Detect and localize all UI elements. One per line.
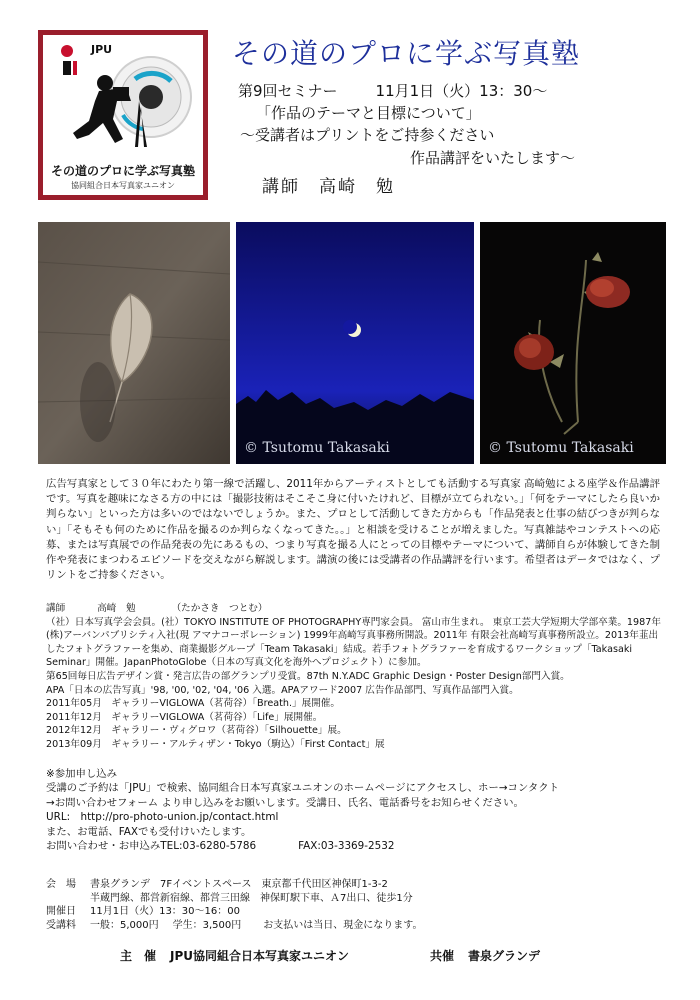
fee-row — [46, 919, 664, 933]
event-date: 11月1日（火）13：30～16：00 — [90, 906, 240, 918]
contact-fax: FAX:03-3369-2532 — [298, 840, 395, 853]
bio-line: 2011年12月 ギャラリーVIGLOWA（茗荷谷）「Life」展開催。 — [46, 711, 323, 723]
fee-label: 受講料 — [46, 919, 76, 931]
apply-line: 受講のご予約は「JPU」で検索、協同組合日本写真家ユニオンのホームページにアクセスし、ホー→コンタクト — [46, 782, 560, 795]
lecturer-name: 講師 高崎 勉 — [262, 177, 395, 197]
host-name: JPU協同組合日本写真家ユニオン — [170, 949, 350, 963]
venue-row — [46, 878, 664, 892]
seminar-number: 第9回セミナー — [238, 82, 338, 100]
bio-label: 講師 — [46, 603, 66, 614]
seminar-info — [238, 80, 547, 101]
fee-note: お支払いは当日、現金になります。 — [263, 919, 423, 931]
theme-line-2: ～受講者はプリントをご持参ください — [240, 126, 495, 144]
jpu-logo — [38, 30, 208, 200]
application-info — [46, 767, 664, 853]
date-label: 開催日 — [46, 906, 76, 918]
bio-reading: （たかさき つとむ） — [171, 603, 268, 614]
contact-tel: お問い合わせ・お申込みTEL:03-6280-5786 — [46, 840, 257, 853]
event-details — [46, 878, 664, 932]
apply-url[interactable]: URL: http://pro-photo-union.jp/contact.html — [46, 811, 279, 824]
photo-credit: © Tsutomu Takasaki — [488, 440, 634, 456]
theme-line-1: 「作品のテーマと目標について」 — [256, 104, 481, 122]
cohost — [430, 947, 540, 964]
bio-line: 2011年05月 ギャラリーVIGLOWA（茗荷谷）「Breath.」展開催。 — [46, 698, 340, 710]
seminar-date: 11月1日（火）13：30～ — [375, 82, 548, 100]
logo-title: その道のプロに学ぶ写真塾 — [50, 164, 195, 178]
fee-general: 一般：5,000円 — [90, 919, 159, 931]
bio-line: 2013年09月 ギャラリー・アルティザン・Tokyo（駒込）「First Contact」展 — [46, 738, 385, 750]
bio-line: 第65回毎日広告デザイン賞・発言広告の部グランプリ受賞。87th N.Y.ADC Graphic Design・Poster Design部門入賞。 — [46, 670, 570, 682]
cohost-label: 共催 — [430, 949, 455, 963]
bio-line: 2012年12月 ギャラリー・ヴィグロワ（茗荷谷）「Silhouette」展。 — [46, 725, 347, 737]
bio-line: （社）日本写真学会会員。(社）TOKYO INSTITUTE OF PHOTOGRAPHY専門家会員。 富山市生まれ。 東京工芸大学短期大学部卒業。1987年(株)アーバンパブリシティ入社(現 アマナコーポレーション) 1999年高崎写真事務所開設。2011年 有限会社高崎写真事務所設立。2013年韮出したフォトグラファーを集め、商業撮影グループ「Team Takasaki」結成。若手フォトグラファーを育成するワークショップ「Takasaki Seminar」開催。JapanPhotoGlobe（日本の写真文化を海外へプロジェクト）に参加。 — [46, 616, 661, 669]
host-label: 主 催 — [120, 949, 157, 963]
venue-place: 書泉グランデ 7Fイベントスペース 東京都千代田区神保町1-3-2 — [90, 879, 388, 890]
date-row — [46, 905, 664, 919]
intro-paragraph: 広告写真家として３０年にわたり第一線で活躍し、2011年からアーティストとしても活動する写真家 高崎勉による座学＆作品講評です。写真を趣味になさる方の中には「撮影技術はそこそこ身に付いたけれど、目標が立てられない。」「何をテーマにしたら良いか判らない」といった方は多いのではないでしょうか。また、プロとして活動してきた方からも「作品発表と仕事の結びつきが判らない」「そもそも何のために作品を撮るのか判らなくなってきた。。」と相談を受けることが増えました。写真雑誌やコンテストへの応募、または写真展での作品発表の先にあるもの、つまり写真を撮る人にとっての目標やテーマについて、講師自らが体験してきた制作や発表にまつわるエピソードを交えながら解説します。講演の後には受講者の作品講評を行います。希望者はデータではなく、プリントをご持参ください。 — [46, 478, 660, 582]
fee-student: 学生：3,500円 — [172, 919, 242, 931]
venue-access: 半蔵門線、都営新宿線、都営三田線 神保町駅下車、Ａ7出口、徒歩1分 — [90, 892, 413, 904]
host — [120, 947, 349, 964]
page-title: その道のプロに学ぶ写真塾 — [232, 37, 581, 70]
bio-name: 高崎 勉 — [97, 603, 136, 614]
photo-dried-leaf — [38, 222, 230, 464]
bio-line: APA「日本の広告写真」'98, '00, '02, '04, '06 入選。APAアワード2007 広告作品部門、写真作品部門入賞。 — [46, 684, 519, 696]
apply-line: また、お電話、FAXでも受付けいたします。 — [46, 825, 252, 838]
apply-line: →お問い合わせフォーム より申し込みをお願いします。受講日、氏名、電話番号をお知らせください。 — [46, 796, 524, 809]
cohost-name: 書泉グランデ — [468, 949, 541, 963]
photo-crescent-moon — [236, 222, 474, 464]
theme-line-3: 作品講評をいたします～ — [410, 149, 576, 167]
photo-wilted-roses — [480, 222, 666, 464]
photo-credit: © Tsutomu Takasaki — [244, 440, 390, 456]
bio-header — [46, 602, 664, 616]
apply-heading: ※参加申し込み — [46, 768, 118, 780]
contact-line — [46, 839, 664, 853]
logo-brand: JPU — [91, 43, 113, 56]
lecturer-bio — [46, 602, 664, 752]
logo-subtitle: 協同組合日本写真家ユニオン — [71, 181, 175, 190]
venue-label: 会 場 — [46, 879, 76, 890]
